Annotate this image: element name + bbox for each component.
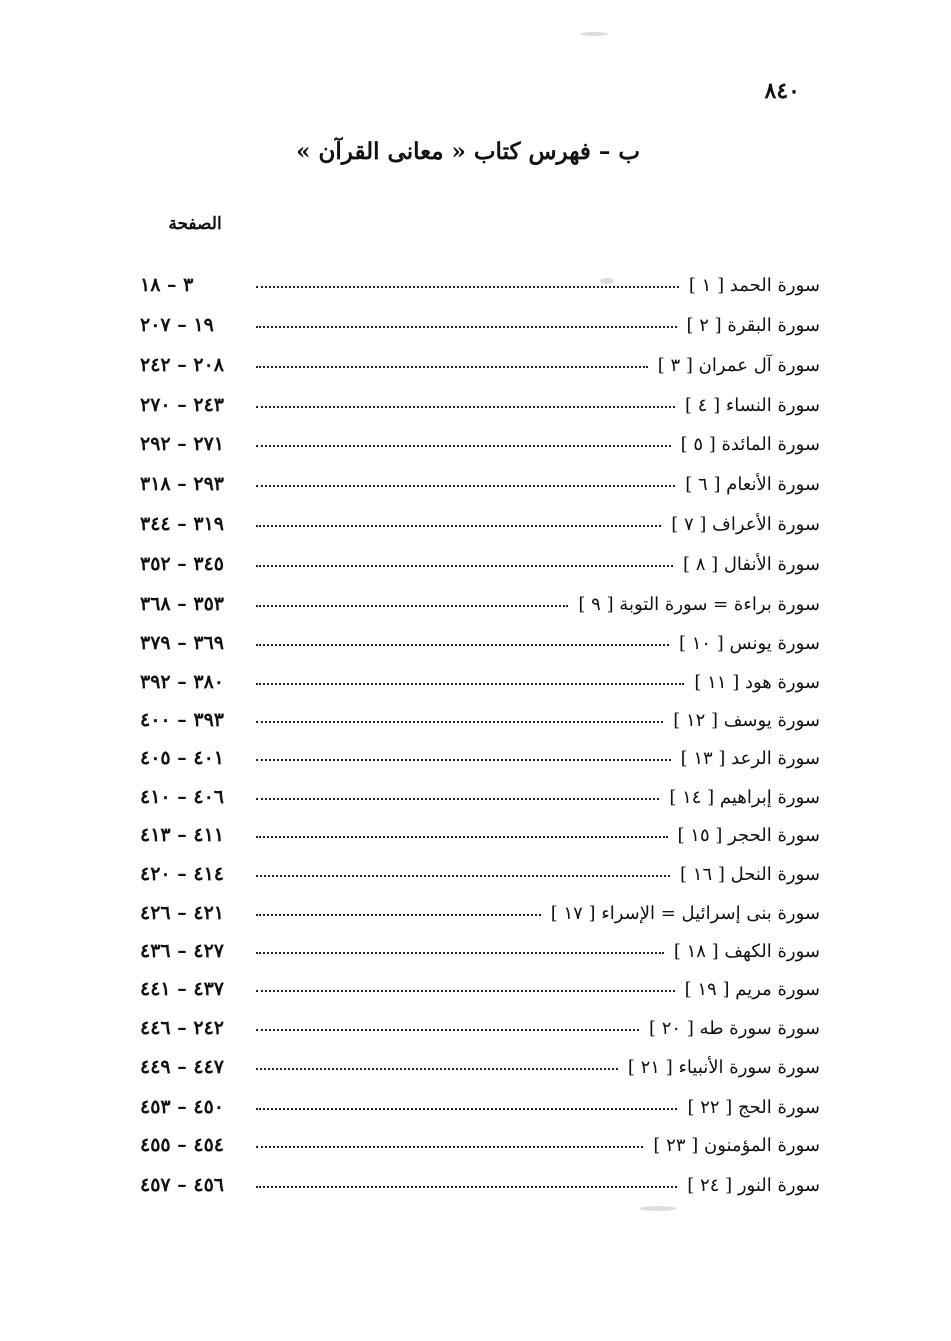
surah-name: سورة المؤمنون [ ٢٣ ] [653, 1135, 820, 1156]
surah-name: سورة الحجر [ ١٥ ] [677, 825, 820, 846]
page-range: ٤٢١ – ٤٢٦ [140, 902, 224, 924]
index-entry [140, 344, 820, 376]
dot-leader [256, 406, 675, 408]
page-title: ب – فهرس كتاب « معانى القرآن » [296, 138, 640, 165]
index-entry [140, 384, 820, 416]
surah-name: سورة الكهف [ ١٨ ] [673, 941, 820, 962]
dot-leader [256, 525, 661, 527]
scan-speck [640, 1206, 676, 1211]
surah-name: سورة براءة = سورة التوبة [ ٩ ] [578, 594, 820, 615]
index-entry [140, 1164, 820, 1196]
page-range: ٣٩٣ – ٤٠٠ [140, 709, 224, 731]
page-range: ٢٩٣ – ٣١٨ [140, 473, 224, 495]
surah-name: سورة سورة الأنبياء [ ٢١ ] [627, 1057, 820, 1078]
dot-leader [256, 990, 675, 992]
index-entry [140, 1007, 820, 1039]
dot-leader [256, 914, 541, 916]
index-entry [140, 423, 820, 455]
page-range: ٣٦٩ – ٣٧٩ [140, 632, 224, 654]
surah-name: سورة الأنعام [ ٦ ] [685, 474, 820, 495]
index-entry [140, 1124, 820, 1156]
surah-name: سورة آل عمران [ ٣ ] [657, 355, 820, 376]
surah-name: سورة البقرة [ ٢ ] [686, 315, 820, 336]
page-range: ٣٤٥ – ٣٥٢ [140, 553, 224, 575]
surah-name: سورة إبراهيم [ ١٤ ] [669, 787, 820, 808]
page-range: ٣ – ١٨ [140, 274, 194, 296]
dot-leader [256, 721, 663, 723]
page-range: ٢٠٨ – ٢٤٢ [140, 354, 224, 376]
page-column-header: الصفحة [168, 214, 222, 234]
dot-leader [256, 798, 659, 800]
dot-leader [256, 1108, 677, 1110]
surah-name: سورة المائدة [ ٥ ] [680, 434, 820, 455]
index-entry [140, 583, 820, 615]
surah-name: سورة الحمد [ ١ ] [688, 275, 820, 296]
dot-leader [256, 1068, 618, 1070]
surah-name: سورة مريم [ ١٩ ] [684, 979, 820, 1000]
page-range: ٤٠١ – ٤٠٥ [140, 747, 224, 769]
page-range: ٢٤٣ – ٢٧٠ [140, 394, 224, 416]
index-entry [140, 930, 820, 962]
dot-leader [256, 485, 675, 487]
scan-speck [600, 278, 614, 284]
surah-name: سورة الرعد [ ١٣ ] [680, 748, 820, 769]
dot-leader [256, 366, 648, 368]
page-range: ١٩ – ٢٠٧ [140, 314, 214, 336]
dot-leader [256, 445, 671, 447]
dot-leader [256, 644, 669, 646]
dot-leader [256, 286, 679, 288]
surah-name: سورة يونس [ ١٠ ] [678, 633, 820, 654]
dot-leader [256, 1029, 639, 1031]
page-range: ٤٥٦ – ٤٥٧ [140, 1174, 224, 1196]
dot-leader [256, 952, 664, 954]
surah-name: سورة النحل [ ١٦ ] [680, 864, 820, 885]
index-entry [140, 776, 820, 808]
page-range: ٤٤٧ – ٤٤٩ [140, 1056, 224, 1078]
page-range: ٢٧١ – ٢٩٢ [140, 433, 224, 455]
index-entry [140, 264, 820, 296]
index-entry [140, 503, 820, 535]
surah-name: سورة النساء [ ٤ ] [684, 395, 820, 416]
surah-name: سورة سورة طه [ ٢٠ ] [649, 1018, 820, 1039]
surah-name: سورة بنى إسرائيل = الإسراء [ ١٧ ] [550, 903, 820, 924]
page-range: ٤٠٦ – ٤١٠ [140, 786, 224, 808]
surah-name: سورة يوسف [ ١٢ ] [673, 710, 820, 731]
surah-name: سورة النور [ ٢٤ ] [687, 1175, 820, 1196]
page-range: ٢٤٢ – ٤٤٦ [140, 1017, 224, 1039]
dot-leader [256, 605, 568, 607]
index-entry [140, 892, 820, 924]
scan-speck [580, 32, 608, 36]
dot-leader [256, 875, 670, 877]
index-entry [140, 968, 820, 1000]
surah-name: سورة الحج [ ٢٢ ] [687, 1097, 820, 1118]
dot-leader [256, 683, 684, 685]
dot-leader [256, 326, 677, 328]
page-range: ٤٥٤ – ٤٥٥ [140, 1134, 224, 1156]
index-entry [140, 699, 820, 731]
index-entry [140, 622, 820, 654]
index-entry [140, 737, 820, 769]
page-range: ٤١٤ – ٤٢٠ [140, 863, 224, 885]
page-range: ٣٥٣ – ٣٦٨ [140, 593, 224, 615]
index-entry [140, 1086, 820, 1118]
dot-leader [256, 836, 668, 838]
page-range: ٤١١ – ٤١٣ [140, 824, 224, 846]
index-entry [140, 463, 820, 495]
index-entry [140, 853, 820, 885]
index-entry [140, 814, 820, 846]
dot-leader [256, 759, 671, 761]
index-entry [140, 661, 820, 693]
page-range: ٤٢٧ – ٤٣٦ [140, 940, 224, 962]
dot-leader [256, 1186, 677, 1188]
page-range: ٤٣٧ – ٤٤١ [140, 978, 224, 1000]
surah-name: سورة هود [ ١١ ] [694, 672, 820, 693]
dot-leader [256, 1146, 643, 1148]
dot-leader [256, 565, 673, 567]
page-range: ٤٥٠ – ٤٥٣ [140, 1096, 224, 1118]
surah-name: سورة الأعراف [ ٧ ] [671, 514, 820, 535]
page-range: ٣٨٠ – ٣٩٢ [140, 671, 224, 693]
page-number: ٨٤٠ [764, 78, 800, 104]
index-entry [140, 1046, 820, 1078]
index-entry [140, 543, 820, 575]
index-entry [140, 304, 820, 336]
page-range: ٣١٩ – ٣٤٤ [140, 513, 224, 535]
surah-name: سورة الأنفال [ ٨ ] [682, 554, 820, 575]
